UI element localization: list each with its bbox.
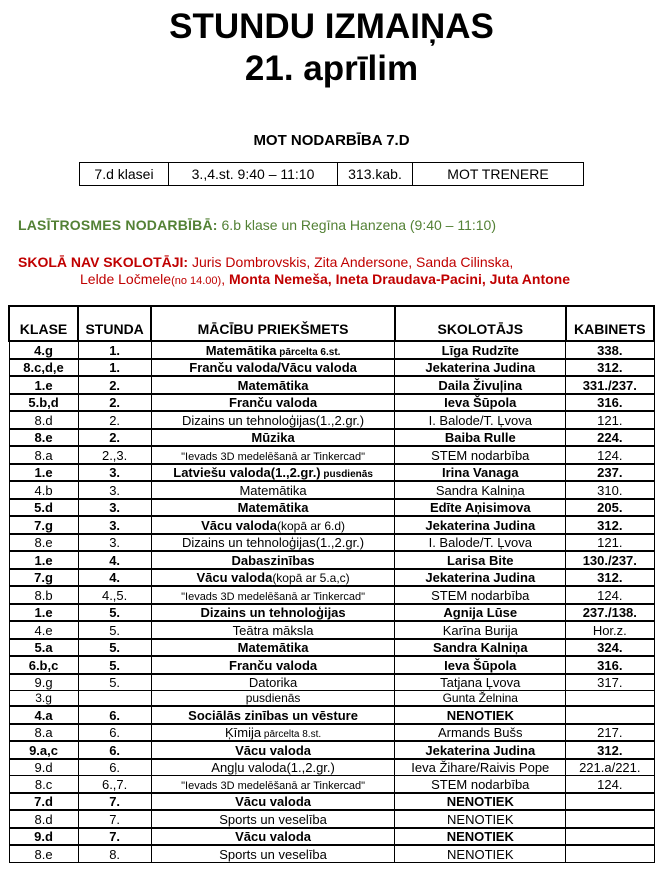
cell-subject <box>151 621 395 639</box>
cell-subject <box>151 724 395 742</box>
header-stunda: STUNDA <box>78 306 151 341</box>
subject-note: (kopā ar 5.a,c) <box>272 571 350 586</box>
cell-klase: 4.a <box>9 706 78 724</box>
subject-text: Matemātika <box>237 640 309 656</box>
cell-kabinets: 312. <box>566 741 654 759</box>
cell-klase: 1.e <box>9 604 78 622</box>
schedule-row <box>9 639 654 657</box>
cell-subject <box>151 741 395 759</box>
cell-teacher: Edīte Aņisimova <box>395 499 566 517</box>
schedule-row <box>9 359 654 377</box>
schedule-row <box>9 621 654 639</box>
cell-teacher: Gunta Želnina <box>395 691 566 707</box>
header-kabinets: KABINETS <box>566 306 654 341</box>
cell-kabinets: 217. <box>566 724 654 742</box>
schedule-row <box>9 394 654 412</box>
subject-text: Teātra māksla <box>232 622 314 638</box>
mot-cell-teacher: MOT TRENERE <box>413 163 584 186</box>
mot-heading: MOT NODARBĪBA 7.D <box>253 132 410 149</box>
absent-line-1 <box>18 254 655 271</box>
cell-klase: 7.d <box>9 793 78 811</box>
absent-note-time: (no 14.00) <box>171 275 222 288</box>
cell-subject <box>151 604 395 622</box>
cell-klase: 8.e <box>9 845 78 862</box>
cell-klase: 1.e <box>9 376 78 394</box>
cell-kabinets: 124. <box>566 446 654 464</box>
cell-teacher: Karīna Burija <box>395 621 566 639</box>
cell-stunda: 3. <box>78 481 151 499</box>
subject-text: Datorika <box>248 675 298 691</box>
cell-kabinets: 338. <box>566 341 654 359</box>
title-line-1: STUNDU IZMAIŅAS <box>169 7 494 46</box>
schedule-row <box>9 845 654 862</box>
cell-subject <box>151 586 395 604</box>
cell-stunda <box>78 691 151 707</box>
cell-klase: 8.b <box>9 586 78 604</box>
subject-text: "Ievads 3D medelēšanā ar Tinkercad" <box>181 779 366 792</box>
cell-kabinets <box>566 706 654 724</box>
cell-kabinets <box>566 691 654 707</box>
cell-subject <box>151 446 395 464</box>
header-subject: MĀCĪBU PRIEKŠMETS <box>151 306 395 341</box>
cell-stunda: 7. <box>78 810 151 828</box>
cell-klase: 8.e <box>9 429 78 447</box>
subject-text: Ķīmija <box>224 725 262 741</box>
cell-subject <box>151 776 395 793</box>
absent-label: SKOLĀ NAV SKOLOTĀJI: <box>18 254 189 270</box>
absent-names-regular: Juris Dombrovskis, Zita Andersone, Sanda Cilinska, <box>191 254 514 270</box>
cell-kabinets: 124. <box>566 586 654 604</box>
subject-text: "Ievads 3D medelēšanā ar Tinkercad" <box>181 450 366 463</box>
cell-klase: 8.a <box>9 724 78 742</box>
cell-klase: 8.e <box>9 534 78 552</box>
subject-text: Sports un veselība <box>219 811 327 827</box>
cell-stunda: 4. <box>78 569 151 587</box>
cell-subject <box>151 810 395 828</box>
cell-teacher: I. Balode/T. Ļvova <box>395 411 566 429</box>
subject-note: pusdienās <box>320 469 373 481</box>
cell-subject <box>151 551 395 569</box>
subject-text: Dizains un tehnoloģijas(1.,2.gr.) <box>182 412 365 428</box>
schedule-row <box>9 793 654 811</box>
subject-text: Sports un veselība <box>219 846 327 862</box>
cell-teacher: Irina Vanaga <box>395 464 566 482</box>
cell-kabinets: 312. <box>566 569 654 587</box>
cell-kabinets: 312. <box>566 516 654 534</box>
subject-text: Mūzika <box>251 430 295 446</box>
cell-subject <box>151 464 395 482</box>
cell-subject <box>151 359 395 377</box>
cell-subject <box>151 793 395 811</box>
header-teacher: SKOLOTĀJS <box>395 306 566 341</box>
cell-klase: 1.e <box>9 551 78 569</box>
cell-stunda: 2. <box>78 394 151 412</box>
cell-stunda: 6. <box>78 724 151 742</box>
cell-kabinets: 224. <box>566 429 654 447</box>
subject-text: Matemātika <box>205 342 277 358</box>
cell-klase: 4.e <box>9 621 78 639</box>
cell-teacher: NENOTIEK <box>395 845 566 862</box>
cell-klase: 1.e <box>9 464 78 482</box>
schedule-row <box>9 656 654 674</box>
cell-stunda: 2. <box>78 411 151 429</box>
cell-stunda: 2. <box>78 376 151 394</box>
schedule-table <box>8 305 655 863</box>
cell-subject <box>151 759 395 776</box>
reading-notice-label: LASĪTROSMES NODARBĪBĀ: <box>18 217 218 233</box>
cell-teacher: Jekaterina Judina <box>395 516 566 534</box>
cell-teacher: I. Balode/T. Ļvova <box>395 534 566 552</box>
cell-klase: 3.g <box>9 691 78 707</box>
cell-stunda: 5. <box>78 674 151 691</box>
subject-text: Franču valoda <box>229 395 318 411</box>
cell-teacher: Armands Bušs <box>395 724 566 742</box>
schedule-row <box>9 551 654 569</box>
schedule-row <box>9 586 654 604</box>
schedule-row <box>9 776 654 793</box>
cell-teacher: Daila Živuļina <box>395 376 566 394</box>
cell-subject <box>151 516 395 534</box>
subject-text: Angļu valoda(1.,2.gr.) <box>211 760 335 776</box>
cell-stunda: 6. <box>78 706 151 724</box>
cell-subject <box>151 691 395 707</box>
cell-teacher: Ieva Šūpola <box>395 656 566 674</box>
reading-notice <box>18 217 655 233</box>
schedule-row <box>9 534 654 552</box>
reading-notice-text: 6.b klase un Regīna Hanzena (9:40 – 11:10) <box>221 217 496 233</box>
subject-text: pusdienās <box>245 691 301 706</box>
mot-table <box>79 162 584 186</box>
schedule-row <box>9 341 654 359</box>
cell-subject <box>151 499 395 517</box>
subject-text: Latviešu valoda(1.,2.gr.) <box>173 465 321 481</box>
cell-stunda: 7. <box>78 793 151 811</box>
cell-subject <box>151 639 395 657</box>
cell-teacher: Baiba Rulle <box>395 429 566 447</box>
cell-stunda: 5. <box>78 656 151 674</box>
schedule-row <box>9 376 654 394</box>
schedule-row <box>9 499 654 517</box>
absent-line-2 <box>80 271 655 288</box>
cell-kabinets: 316. <box>566 394 654 412</box>
cell-klase: 5.b,d <box>9 394 78 412</box>
cell-teacher: NENOTIEK <box>395 793 566 811</box>
cell-subject <box>151 411 395 429</box>
cell-stunda: 6.,7. <box>78 776 151 793</box>
schedule-row <box>9 741 654 759</box>
cell-teacher: STEM nodarbība <box>395 586 566 604</box>
absent-name-locmele: Lelde Ločmele <box>80 271 172 288</box>
mot-cell-time: 3.,4.st. 9:40 – 11:10 <box>169 163 338 186</box>
mot-cell-room: 313.kab. <box>338 163 413 186</box>
cell-subject <box>151 394 395 412</box>
schedule-row <box>9 691 654 707</box>
subject-text: Vācu valoda <box>196 570 273 586</box>
cell-klase: 9.d <box>9 759 78 776</box>
schedule-row <box>9 810 654 828</box>
cell-klase: 8.a <box>9 446 78 464</box>
cell-kabinets: 237. <box>566 464 654 482</box>
schedule-header-row <box>9 306 654 341</box>
subject-note: pārcelta 8.st. <box>261 729 322 741</box>
cell-subject <box>151 845 395 862</box>
cell-stunda: 3. <box>78 534 151 552</box>
cell-subject <box>151 429 395 447</box>
cell-teacher: Līga Rudzīte <box>395 341 566 359</box>
cell-kabinets: 221.a/221. <box>566 759 654 776</box>
cell-stunda: 6. <box>78 759 151 776</box>
cell-kabinets <box>566 845 654 862</box>
cell-teacher: STEM nodarbība <box>395 446 566 464</box>
cell-klase: 4.b <box>9 481 78 499</box>
cell-teacher: Ieva Žihare/Raivis Pope <box>395 759 566 776</box>
cell-teacher: Jekaterina Judina <box>395 359 566 377</box>
cell-stunda: 5. <box>78 621 151 639</box>
schedule-row <box>9 446 654 464</box>
schedule-row <box>9 569 654 587</box>
cell-teacher: Jekaterina Judina <box>395 741 566 759</box>
subject-text: Matemātika <box>237 377 309 393</box>
cell-subject <box>151 376 395 394</box>
cell-teacher: NENOTIEK <box>395 828 566 846</box>
cell-kabinets <box>566 828 654 846</box>
cell-subject <box>151 828 395 846</box>
cell-klase: 4.g <box>9 341 78 359</box>
cell-stunda: 8. <box>78 845 151 862</box>
cell-kabinets: 130./237. <box>566 551 654 569</box>
schedule-row <box>9 604 654 622</box>
cell-kabinets: 324. <box>566 639 654 657</box>
absent-names-bold: Monta Nemeša, Ineta Draudava-Pacini, Juta Antone <box>229 271 571 288</box>
subject-text: Vācu valoda <box>235 742 311 758</box>
mot-cell-class: 7.d klasei <box>80 163 169 186</box>
cell-klase: 9.d <box>9 828 78 846</box>
schedule-row <box>9 429 654 447</box>
cell-teacher: Jekaterina Judina <box>395 569 566 587</box>
cell-klase: 5.a <box>9 639 78 657</box>
cell-klase: 8.d <box>9 411 78 429</box>
mot-row <box>80 163 584 186</box>
cell-kabinets: 205. <box>566 499 654 517</box>
subject-text: Matemātika <box>237 500 309 516</box>
cell-stunda: 4.,5. <box>78 586 151 604</box>
absent-teachers-notice <box>18 254 655 288</box>
subject-text: Franču valoda <box>229 657 318 673</box>
cell-kabinets: Hor.z. <box>566 621 654 639</box>
subject-text: Dizains un tehnoloģijas <box>200 605 346 621</box>
cell-kabinets: 124. <box>566 776 654 793</box>
schedule-row <box>9 464 654 482</box>
cell-teacher: STEM nodarbība <box>395 776 566 793</box>
cell-stunda: 1. <box>78 341 151 359</box>
cell-kabinets: 237./138. <box>566 604 654 622</box>
schedule-row <box>9 759 654 776</box>
cell-teacher: Tatjana Ļvova <box>395 674 566 691</box>
subject-note: pārcelta 6.st. <box>276 346 341 358</box>
cell-teacher: Sandra Kalniņa <box>395 481 566 499</box>
cell-subject <box>151 534 395 552</box>
cell-klase: 5.d <box>9 499 78 517</box>
cell-subject <box>151 341 395 359</box>
cell-klase: 9.a,c <box>9 741 78 759</box>
cell-kabinets: 121. <box>566 534 654 552</box>
cell-kabinets <box>566 793 654 811</box>
cell-klase: 8.d <box>9 810 78 828</box>
cell-klase: 7.g <box>9 516 78 534</box>
subject-text: Vācu valoda <box>235 794 311 810</box>
schedule-row <box>9 828 654 846</box>
schedule-row <box>9 516 654 534</box>
schedule-row <box>9 706 654 724</box>
subject-text: Matemātika <box>239 482 307 498</box>
schedule-row <box>9 674 654 691</box>
cell-stunda: 3. <box>78 516 151 534</box>
cell-teacher: Sandra Kalniņa <box>395 639 566 657</box>
cell-klase: 9.g <box>9 674 78 691</box>
subject-note: (kopā ar 6.d) <box>276 518 346 533</box>
cell-stunda: 7. <box>78 828 151 846</box>
cell-stunda: 2.,3. <box>78 446 151 464</box>
cell-stunda: 5. <box>78 639 151 657</box>
cell-subject <box>151 569 395 587</box>
cell-kabinets: 316. <box>566 656 654 674</box>
subject-text: Dizains un tehnoloģijas(1.,2.gr.) <box>182 535 365 551</box>
cell-klase: 7.g <box>9 569 78 587</box>
cell-kabinets: 331./237. <box>566 376 654 394</box>
cell-kabinets: 310. <box>566 481 654 499</box>
title-line-2: 21. aprīlim <box>244 49 419 88</box>
cell-klase: 8.c <box>9 776 78 793</box>
cell-subject <box>151 674 395 691</box>
subject-text: Vācu valoda <box>235 829 311 845</box>
cell-stunda: 2. <box>78 429 151 447</box>
cell-stunda: 1. <box>78 359 151 377</box>
cell-teacher: Larisa Bite <box>395 551 566 569</box>
cell-teacher: Ieva Šūpola <box>395 394 566 412</box>
cell-stunda: 5. <box>78 604 151 622</box>
absent-separator: , <box>221 271 229 288</box>
schedule-row <box>9 411 654 429</box>
subject-text: Vācu valoda <box>201 517 277 533</box>
header-klase: KLASE <box>9 306 78 341</box>
cell-kabinets: 317. <box>566 674 654 691</box>
page-title <box>8 6 655 90</box>
cell-subject <box>151 706 395 724</box>
cell-kabinets: 312. <box>566 359 654 377</box>
cell-stunda: 6. <box>78 741 151 759</box>
cell-subject <box>151 656 395 674</box>
cell-teacher: Agnija Lūse <box>395 604 566 622</box>
subject-text: "Ievads 3D medelēšanā ar Tinkercad" <box>181 590 366 603</box>
schedule-row <box>9 481 654 499</box>
schedule-row <box>9 724 654 742</box>
subject-text: Sociālās zinības un vēsture <box>188 707 358 723</box>
cell-stunda: 3. <box>78 499 151 517</box>
cell-subject <box>151 481 395 499</box>
subject-text: Dabaszinības <box>231 552 315 568</box>
cell-teacher: NENOTIEK <box>395 706 566 724</box>
cell-stunda: 3. <box>78 464 151 482</box>
cell-kabinets <box>566 810 654 828</box>
cell-klase: 8.c,d,e <box>9 359 78 377</box>
subject-text: Franču valoda/Vācu valoda <box>189 360 357 376</box>
cell-stunda: 4. <box>78 551 151 569</box>
cell-teacher: NENOTIEK <box>395 810 566 828</box>
cell-klase: 6.b,c <box>9 656 78 674</box>
cell-kabinets: 121. <box>566 411 654 429</box>
